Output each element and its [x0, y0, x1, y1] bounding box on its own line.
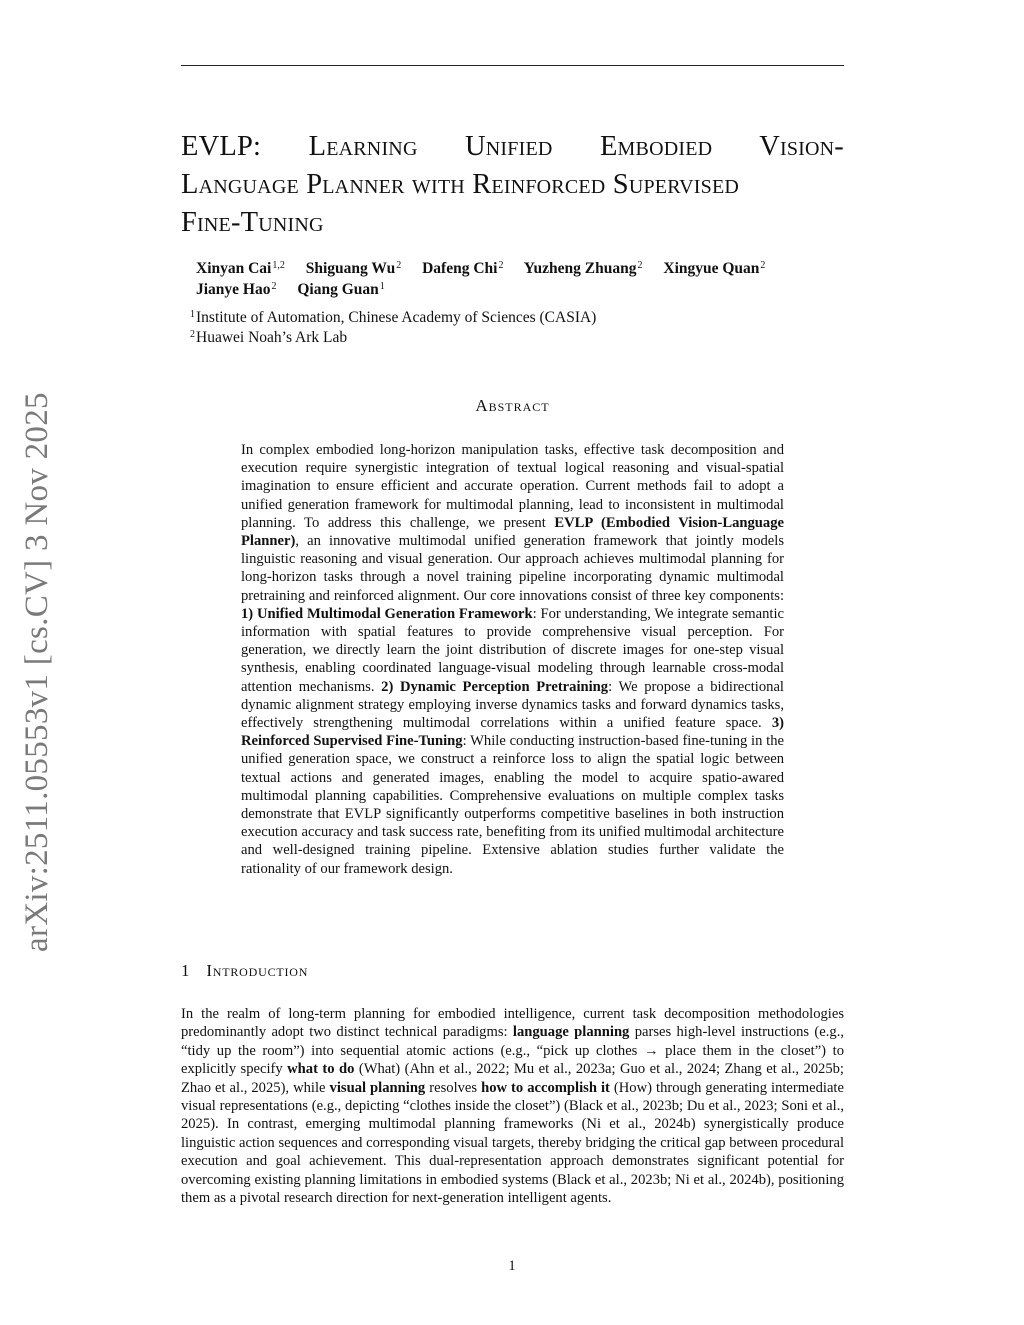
author [524, 260, 643, 277]
author [306, 260, 401, 277]
author [196, 281, 277, 298]
affiliation [190, 328, 596, 348]
introduction-paragraph [181, 1005, 844, 1207]
affiliation-list [190, 308, 596, 348]
paper-title [181, 128, 844, 242]
author-name: Yuzheng Zhuang [523, 260, 637, 277]
author-affiliation-mark: 2 [498, 260, 504, 271]
title-line: Fine-Tuning [181, 207, 324, 238]
top-rule [181, 65, 844, 66]
abstract-segment: : For understanding, We integrate semantic information with spatial features to provide comprehensive visual perception. For generation, we directly learn the joint distribution of discrete images for one-step visual synthesis, enabling coordinated language-visual modeling through learnable cross-modal attention mechanisms. [241, 605, 784, 695]
abstract-segment: : We propose a bidirectional dynamic alignment strategy employing inverse dynamics tasks and forward dynamics tasks, effectively strengthening multimodal correlations within a unified feature space. [241, 678, 784, 732]
author [663, 260, 765, 277]
author-affiliation-mark: 2 [637, 260, 643, 271]
abstract-bold-segment: 3) Reinforced Supervised Fine-Tuning [241, 715, 784, 750]
abstract-segment: , an innovative multimodal unified generation framework that jointly models linguistic reasoning and visual generation. Our approach achieves multimodal planning for long-horizon tasks through a novel training pipeline incorporating dynamic multimodal pretraining and reinforced alignment. Our core innovations consist of three key components: [241, 533, 784, 604]
title-line: Language Planner with Reinforced Supervised [181, 169, 740, 200]
section-heading-introduction [181, 961, 308, 981]
author [422, 260, 503, 277]
arxiv-identifier-stamp[interactable]: arXiv:2511.05553v1 [cs.CV] 3 Nov 2025 [19, 392, 55, 952]
body-bold-segment: visual planning [329, 1079, 426, 1096]
abstract-segment: : While conducting instruction-based fine-tuning in the unified generation space, we construct a reinforce loss to align the spatial logic between textual actions and generated images, enabling the model to acquire spatio-awared multimodal planning capabilities. Comprehensive evaluations on multiple complex tasks demonstrate that EVLP significantly outperforms competitive baselines in both instruction execution accuracy and task success rate, benefiting from its unified multimodal architecture and well-designed training pipeline. Extensive ablation studies further validate the rationality of our framework design. [241, 733, 784, 877]
abstract-bold-segment: 1) Unified Multimodal Generation Framework [241, 605, 533, 622]
author-name: Shiguang Wu [305, 260, 396, 277]
author-affiliation-mark: 1 [379, 281, 385, 292]
author [297, 281, 384, 298]
affiliation-number: 2 [190, 329, 195, 340]
abstract-bold-segment: 2) Dynamic Perception Pretraining [381, 678, 609, 695]
abstract-bold-segment: EVLP (Embodied Vision-Language Planner) [241, 514, 784, 550]
body-segment: parses high-level instructions (e.g., “tidy up the room”) into sequential atomic actions (e.g., “pick up clothes → place them in the closet”) to explicitly specify [181, 1024, 845, 1078]
section-title: Introduction [206, 961, 309, 980]
affiliation-text: Huawei Noah’s Ark Lab [196, 329, 348, 346]
abstract-heading: Abstract [475, 396, 550, 415]
affiliation-text: Institute of Automation, Chinese Academy of Sciences (CASIA) [196, 309, 597, 326]
abstract-text [241, 441, 784, 878]
author-name: Dafeng Chi [422, 260, 498, 277]
affiliation [190, 308, 596, 328]
body-segment: In the realm of long-term planning for embodied intelligence, current task decomposition methodologies predominantly adopt two distinct technical paradigms: [181, 1006, 844, 1041]
title-line: EVLP: Learning Unified Embodied Vision- [181, 131, 844, 162]
section-number: 1 [181, 961, 191, 980]
author-name: Xinyan Cai [196, 260, 272, 277]
author [196, 260, 285, 277]
affiliation-number: 1 [190, 309, 195, 320]
author-affiliation-mark: 2 [396, 260, 402, 271]
author-affiliation-mark: 1,2 [272, 260, 285, 271]
page-number: 1 [508, 1258, 516, 1274]
body-segment: (How) through generating intermediate visual representations (e.g., depicting “clothes inside the closet”) (Black et al., 2023b; Du et al., 2023; Soni et al., 2025). In contrast, emerging multimodal planning frameworks (Ni et al., 2024b) synergistically produce linguistic action sequences and corresponding visual targets, thereby bridging the critical gap between procedural execution and goal achievement. This dual-representation approach demonstrates significant potential for overcoming existing planning limitations in embodied systems (Black et al., 2023b; Ni et al., 2024b), positioning them as a pivotal research direction for next-generation intelligent agents. [181, 1079, 844, 1207]
abstract-segment: In complex embodied long-horizon manipulation tasks, effective task decomposition and execution require synergistic integration of textual logical reasoning and visual-spatial imagination to ensure efficient and accurate operation. Current methods fail to adopt a unified generation framework for multimodal planning, lead to inconsistent in multimodal planning. To address this challenge, we present [241, 442, 784, 531]
author-list [196, 258, 846, 300]
body-segment: (What) (Ahn et al., 2022; Mu et al., 2023a; Guo et al., 2024; Zhang et al., 2025b; Zhao et al., 2025), while [181, 1061, 844, 1096]
body-bold-segment: what to do [287, 1061, 355, 1078]
author-name: Qiang Guan [297, 281, 379, 298]
body-bold-segment: language planning [512, 1024, 630, 1041]
body-bold-segment: how to accomplish it [481, 1079, 610, 1096]
author-name: Xingyue Quan [663, 260, 760, 277]
author-name: Jianye Hao [196, 281, 271, 298]
author-affiliation-mark: 2 [271, 281, 277, 292]
body-segment: resolves [429, 1079, 478, 1096]
author-affiliation-mark: 2 [760, 260, 766, 271]
